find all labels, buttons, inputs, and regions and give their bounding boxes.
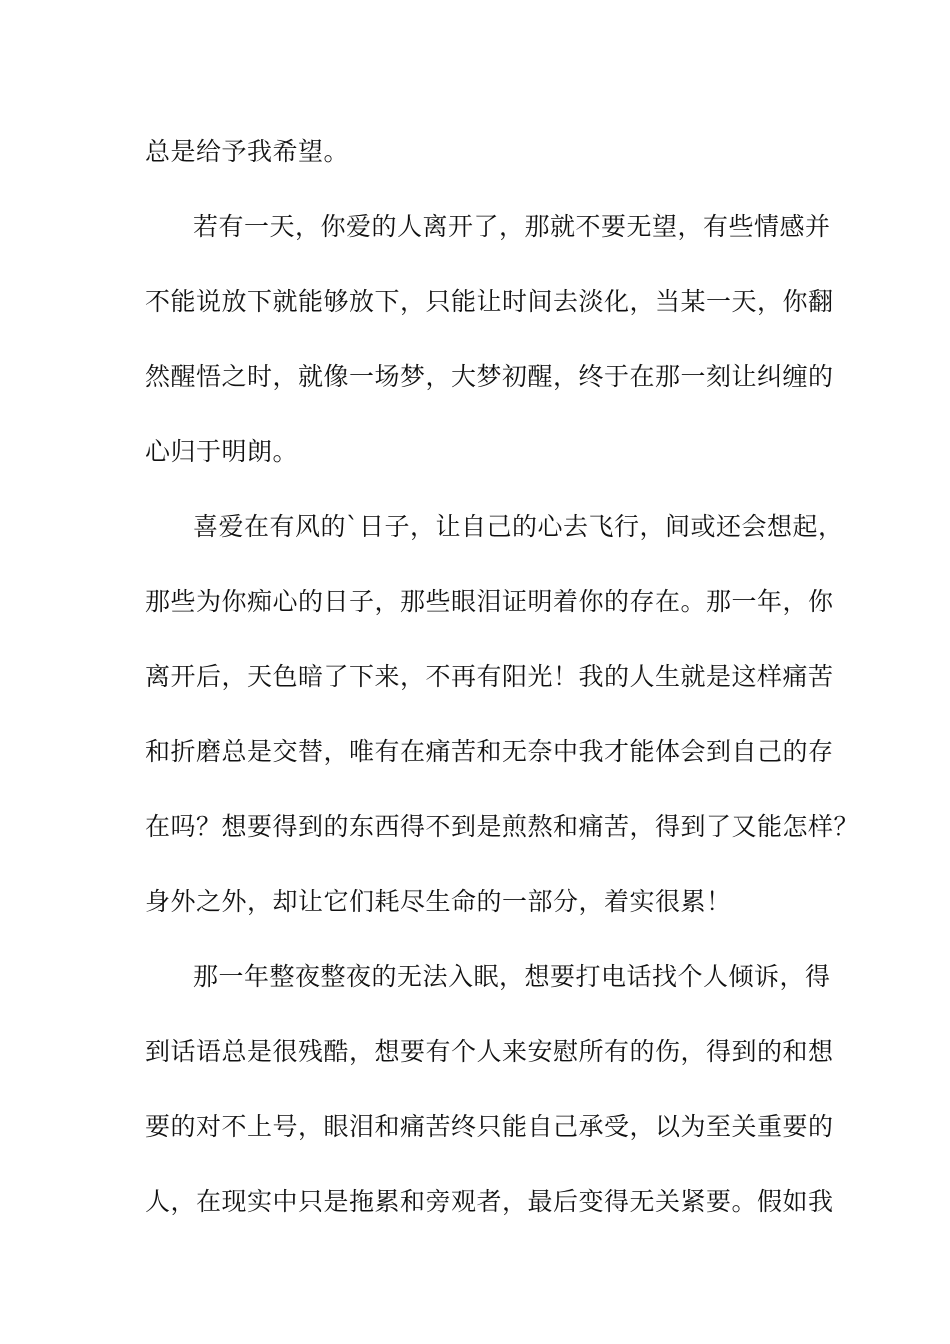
text-line: 要的对不上号，眼泪和痛苦终只能自己承受，以为至关重要的 — [145, 1112, 834, 1141]
text-line: 不能说放下就能够放下，只能让时间去淡化，当某一天，你翻 — [145, 287, 834, 316]
paragraph-start-line: 那一年整夜整夜的无法入眠，想要打电话找个人倾诉，得 — [193, 962, 831, 991]
text-line: 和折磨总是交替，唯有在痛苦和无奈中我才能体会到自己的存 — [145, 737, 834, 766]
text-line: 那些为你痴心的日子，那些眼泪证明着你的存在。那一年，你 — [145, 587, 834, 616]
paragraph-start-line: 喜爱在有风的`日子，让自己的心去飞行，间或还会想起， — [193, 512, 844, 541]
text-line: 心归于明朗。 — [145, 437, 299, 466]
text-line: 身外之外，却让它们耗尽生命的一部分，着实很累！ — [145, 887, 732, 916]
text-line: 总是给予我希望。 — [145, 137, 350, 166]
text-line: 在吗？想要得到的东西得不到是煎熬和痛苦，得到了又能怎样？ — [145, 812, 860, 841]
text-line: 然醒悟之时，就像一场梦，大梦初醒，终于在那一刻让纠缠的 — [145, 362, 834, 391]
text-line: 离开后，天色暗了下来，不再有阳光！我的人生就是这样痛苦 — [145, 662, 834, 691]
paragraph-start-line: 若有一天，你爱的人离开了，那就不要无望，有些情感并 — [193, 212, 831, 241]
text-line: 到话语总是很残酷，想要有个人来安慰所有的伤，得到的和想 — [145, 1037, 834, 1066]
text-line: 人，在现实中只是拖累和旁观者，最后变得无关紧要。假如我 — [145, 1187, 834, 1216]
